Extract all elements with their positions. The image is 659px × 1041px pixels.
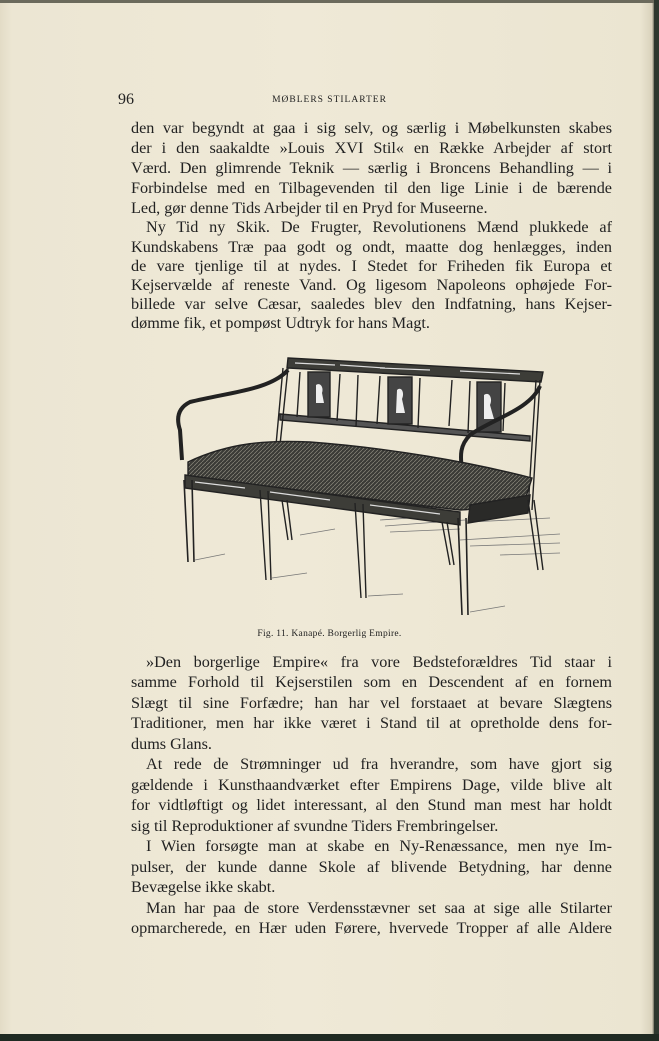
text-line: pulser, der kunde danne Skole af blivende Betydning, har denne bbox=[131, 858, 612, 876]
text-line: Værd. Den glimrende Teknik — særlig i Broncens Behandling — i bbox=[131, 159, 612, 177]
text-line: Forbindelse med en Tilbagevenden til den lige Linie i de bærende bbox=[131, 179, 612, 197]
text-line: Led, gør denne Tids Arbejder til en Pryd for Museerne. bbox=[131, 199, 488, 217]
text-line: for vidtløftigt og lidet interessant, al den Stund man mest har holdt bbox=[131, 796, 612, 814]
text-line: de vare tjenlige til at nydes. I Stedet for Friheden fik Europa et bbox=[131, 257, 612, 275]
text-line: Slægt til sine Forfædre; han har vel forstaaet at bevare Slægtens bbox=[131, 694, 612, 712]
text-line: opmarcherede, en Hær uden Førere, hvervede Tropper af alle Aldere bbox=[131, 919, 612, 937]
scan-top-edge bbox=[0, 0, 659, 3]
text-line: Traditioner, men har ikke været i Stand til at opretholde dens for- bbox=[131, 714, 612, 732]
text-line: billede var selve Cæsar, saaledes blev den Indfatning, hans Kejser- bbox=[131, 295, 612, 313]
text-line: Man har paa de store Verdensstævner set saa at sige alle Stilarter bbox=[146, 899, 612, 917]
sofa-illustration bbox=[170, 350, 610, 630]
page-number: 96 bbox=[118, 91, 134, 108]
text-line: sig til Reproduktioner af svundne Tiders Frembringelser. bbox=[131, 817, 499, 835]
text-line: Bevægelse ikke skabt. bbox=[131, 878, 276, 896]
text-line: dums Glans. bbox=[131, 735, 212, 753]
text-line: gældende i Kunsthaandværket efter Empirens Dage, vilde blive alt bbox=[131, 776, 612, 794]
scan-right-edge bbox=[654, 0, 659, 1041]
text-line: Kundskabens Træ paa godt og ondt, maatte dog henlægges, inden bbox=[131, 238, 612, 256]
text-line: At rede de Strømninger ud fra hverandre, som have gjort sig bbox=[146, 755, 612, 773]
text-line: dømme fik, et pompøst Udtryk for hans Magt. bbox=[131, 314, 430, 332]
text-line: Kejservælde af reneste Vand. Og ligesom Napoleons ophøjede For- bbox=[131, 276, 612, 294]
scan-bottom-edge bbox=[0, 1034, 659, 1041]
text-line: I Wien forsøgte man at skabe en Ny-Renæssance, men nye Im- bbox=[146, 837, 612, 855]
running-title: MØBLERS STILARTER bbox=[272, 95, 387, 105]
text-line: samme Forhold til Kejserstilen som en Descendent af en fornem bbox=[131, 673, 612, 691]
figure-caption: Fig. 11. Kanapé. Borgerlig Empire. bbox=[257, 629, 402, 639]
text-line: den var begyndt at gaa i sig selv, og særlig i Møbelkunsten skabes bbox=[131, 119, 612, 137]
text-line: der i den saakaldte »Louis XVI Stil« en Række Arbejder af stort bbox=[131, 139, 612, 157]
text-line: »Den borgerlige Empire« fra vore Bedsteforældres Tid staar i bbox=[146, 653, 612, 671]
text-line: Ny Tid ny Skik. De Frugter, Revolutionens Mænd plukkede af bbox=[146, 218, 612, 236]
